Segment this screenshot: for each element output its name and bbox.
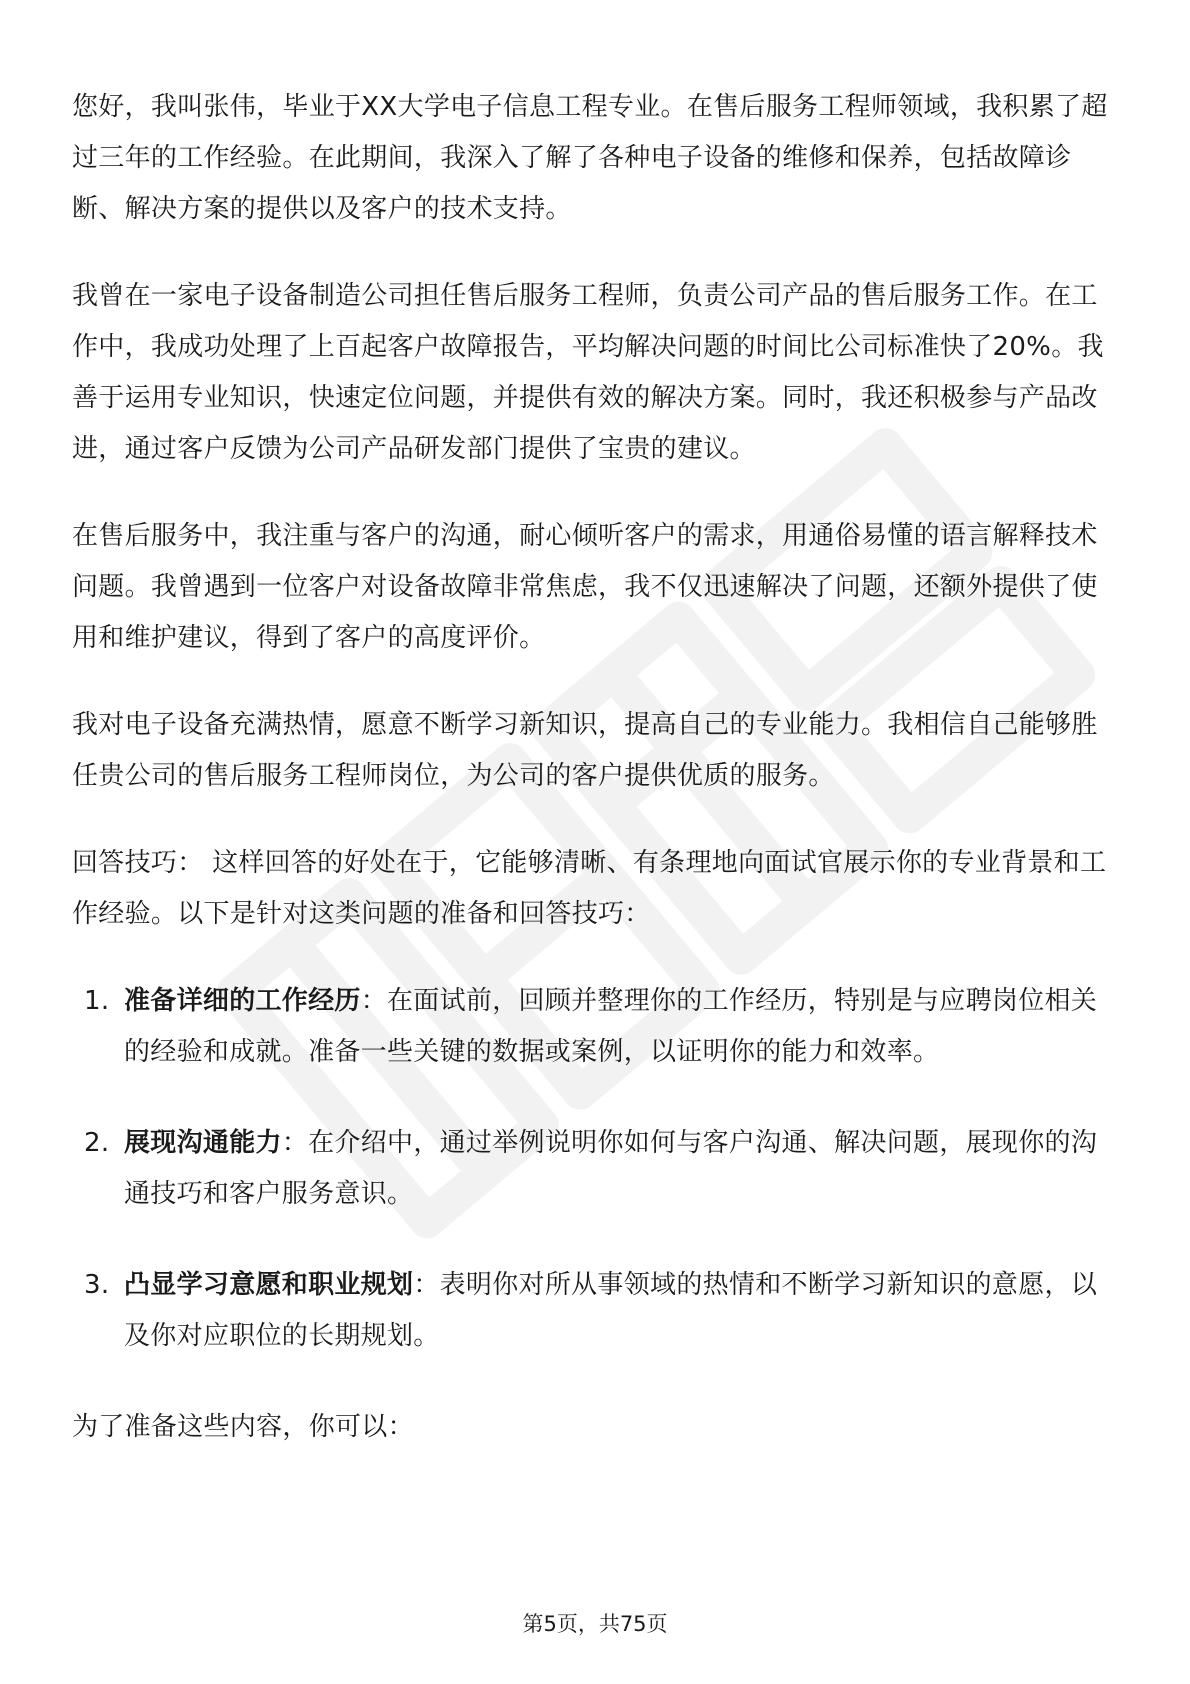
page-number-footer: 第5页，共75页 — [522, 1612, 668, 1636]
tips-list — [72, 976, 1112, 1362]
list-item-text: ：在介绍中，通过举例说明你如何与客户沟通、解决问题，展现你的沟通技巧和客户服务意识。 — [124, 1128, 1098, 1209]
list-number: 3. — [84, 1270, 110, 1300]
paragraph-communication: 在售后服务中，我注重与客户的沟通，耐心倾听客户的需求，用通俗易懂的语言解释技术问题。我曾遇到一位客户对设备故障非常焦虑，我不仅迅速解决了问题，还额外提供了使用和维护建议，得到了客户的高度评价。 — [72, 521, 1098, 653]
paragraph-motivation: 我对电子设备充满热情，愿意不断学习新知识，提高自己的专业能力。我相信自己能够胜任贵公司的售后服务工程师岗位，为公司的客户提供优质的服务。 — [72, 710, 1098, 791]
paragraph-intro: 您好，我叫张伟，毕业于XX大学电子信息工程专业。在售后服务工程师领域，我积累了超过三年的工作经验。在此期间，我深入了解了各种电子设备的维修和保养，包括故障诊断、解决方案的提供以及客户的技术支持。 — [72, 92, 1108, 224]
document-body — [72, 82, 1112, 1489]
list-item — [72, 976, 1112, 1078]
list-item — [72, 1260, 1112, 1362]
paragraph-answer-tips: 回答技巧： 这样回答的好处在于，它能够清晰、有条理地向面试官展示你的专业背景和工作经验。以下是针对这类问题的准备和回答技巧： — [72, 848, 1107, 929]
list-number: 2. — [84, 1128, 110, 1158]
list-number: 1. — [84, 986, 110, 1016]
list-item-heading: 凸显学习意愿和职业规划 — [124, 1270, 414, 1300]
list-item-text: ：表明你对所从事领域的热情和不断学习新知识的意愿，以及你对应职位的长期规划。 — [124, 1270, 1098, 1351]
list-item — [72, 1118, 1112, 1220]
list-item-heading: 展现沟通能力 — [124, 1128, 282, 1158]
paragraph-closing: 为了准备这些内容，你可以： — [72, 1412, 414, 1442]
list-item-text: ：在面试前，回顾并整理你的工作经历，特别是与应聘岗位相关的经验和成就。准备一些关键的数据或案例，以证明你的能力和效率。 — [124, 986, 1098, 1067]
list-item-heading: 准备详细的工作经历 — [124, 986, 361, 1016]
paragraph-experience: 我曾在一家电子设备制造公司担任售后服务工程师，负责公司产品的售后服务工作。在工作中，我成功处理了上百起客户故障报告，平均解决问题的时间比公司标准快了20%。我善于运用专业知识，快速定位问题，并提供有效的解决方案。同时，我还积极参与产品改进，通过客户反馈为公司产品研发部门提供了宝贵的建议。 — [72, 281, 1104, 464]
